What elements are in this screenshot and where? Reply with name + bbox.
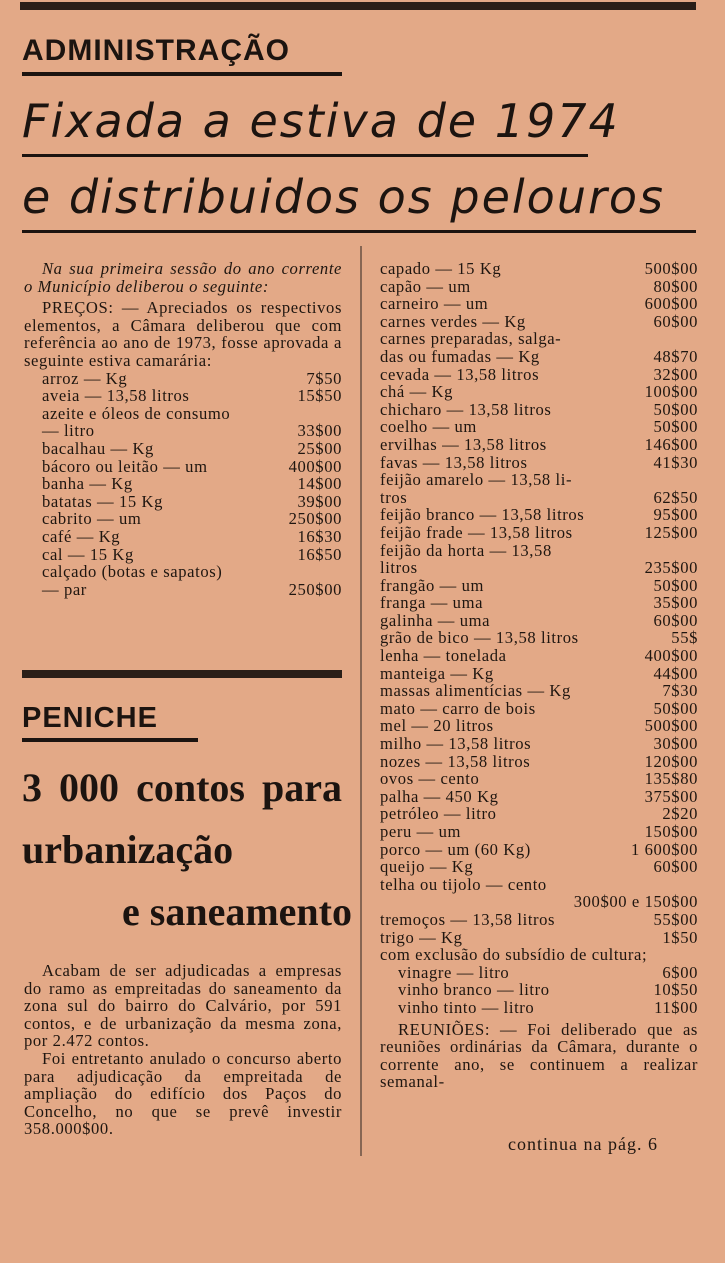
item-name: das ou fumadas — Kg	[380, 346, 540, 366]
price-row	[380, 418, 698, 436]
headline-line-1: Fixada a estiva de 1974	[22, 94, 620, 148]
item-price: 25$00	[297, 438, 342, 458]
item-name: franga — uma	[380, 593, 484, 613]
item-price: 62$50	[653, 487, 698, 507]
item-price: 16$50	[297, 544, 342, 564]
item-name: feijão frade — 13,58 litros	[380, 522, 573, 542]
price-row	[380, 577, 698, 595]
item-price: 7$30	[662, 681, 698, 701]
price-row	[24, 546, 342, 564]
exclusao-note: com exclusão do subsídio de cultura;	[380, 945, 648, 965]
item-name: mato — carro de bois	[380, 698, 536, 718]
item-name: cabrito — um	[42, 509, 142, 529]
item-name: banha — Kg	[42, 474, 133, 494]
price-list-right-3	[380, 964, 698, 1017]
item-name: chicharo — 13,58 litros	[380, 399, 552, 419]
item-name: carnes verdes — Kg	[380, 311, 526, 331]
section-underline	[22, 72, 342, 76]
price-row	[380, 753, 698, 771]
item-price: 50$00	[653, 417, 698, 437]
column-divider	[360, 246, 362, 1156]
price-row	[380, 665, 698, 683]
item-price: 50$00	[653, 399, 698, 419]
item-name: capão — um	[380, 276, 471, 296]
headline-rule-1	[22, 154, 588, 157]
item-name: feijão amarelo — 13,58 li-	[380, 470, 573, 490]
price-row	[380, 295, 698, 313]
price-row	[380, 788, 698, 806]
item-price: 15$50	[297, 386, 342, 406]
price-row	[24, 405, 342, 423]
item-price: 250$00	[288, 509, 342, 529]
item-name: arroz — Kg	[42, 368, 128, 388]
right-column-text	[380, 260, 698, 1091]
price-row	[380, 682, 698, 700]
item-name: feijão branco — 13,58 litros	[380, 505, 585, 525]
item-price: 14$00	[297, 474, 342, 494]
price-row	[380, 876, 698, 894]
price-row	[24, 528, 342, 546]
item-name: palha — 450 Kg	[380, 786, 499, 806]
price-row	[380, 506, 698, 524]
item-price: 16$30	[297, 526, 342, 546]
price-list-right	[380, 260, 698, 893]
item-name: lenha — tonelada	[380, 646, 507, 666]
price-row	[380, 735, 698, 753]
item-name: litros	[380, 558, 418, 578]
item-name: peru — um	[380, 822, 461, 841]
price-row	[24, 510, 342, 528]
item-name: ovos — cento	[380, 769, 480, 789]
price-row	[380, 823, 698, 841]
item-price: 500$00	[644, 716, 698, 736]
item-price: 60$00	[653, 610, 698, 630]
item-price: 30$00	[653, 734, 698, 754]
price-row	[380, 858, 698, 876]
item-price: 120$00	[644, 751, 698, 771]
item-name: — litro	[42, 421, 95, 441]
item-name: bacalhau — Kg	[42, 438, 154, 458]
price-row	[380, 717, 698, 735]
headline-rule-2	[22, 230, 696, 233]
price-row	[24, 563, 342, 581]
item-price: 6$00	[662, 962, 698, 982]
peniche-title-line-2: urbanização	[22, 827, 234, 872]
item-price: 1$50	[662, 927, 698, 947]
peniche-title-line-3: e saneamento	[122, 889, 352, 934]
item-price: 375$00	[644, 786, 698, 806]
item-name: vinagre — litro	[398, 962, 510, 982]
price-row	[380, 454, 698, 472]
price-row	[380, 805, 698, 823]
item-name: tremoços — 13,58 litros	[380, 909, 556, 929]
price-row	[380, 330, 698, 348]
price-row	[380, 260, 698, 278]
price-row	[380, 647, 698, 665]
peniche-paragraph-2: Foi entretanto anulado o concurso aberto para adjudicação da empreitada de ampliação do edifício dos Paços do Concelho, no que se prevê investir 358.000$00.	[24, 1048, 342, 1139]
item-name: tros	[380, 487, 408, 507]
price-row	[380, 964, 698, 982]
item-name: vinho branco — litro	[398, 980, 550, 1000]
item-name: chá — Kg	[380, 382, 453, 402]
price-row	[24, 370, 342, 388]
telha-prices: 300$00 e 150$00	[573, 892, 698, 912]
price-row	[380, 629, 698, 647]
item-price: 80$00	[653, 276, 698, 296]
item-price: 600$00	[644, 294, 698, 314]
item-price: 55$	[671, 628, 698, 648]
item-name: ervilhas — 13,58 litros	[380, 434, 547, 454]
price-row	[380, 366, 698, 384]
item-name: trigo — Kg	[380, 927, 463, 947]
price-row	[380, 911, 698, 929]
price-row	[24, 458, 342, 476]
item-name: mel — 20 litros	[380, 716, 494, 736]
left-column-text	[24, 260, 342, 598]
item-name: café — Kg	[42, 526, 121, 546]
peniche-title-line-1: 3 000 contos para	[22, 765, 342, 810]
item-name: favas — 13,58 litros	[380, 452, 528, 472]
item-name: cal — 15 Kg	[42, 544, 134, 564]
item-name: petróleo — litro	[380, 804, 497, 824]
item-name: manteiga — Kg	[380, 663, 494, 683]
peniche-heading: PENICHE	[22, 702, 158, 734]
item-name: milho — 13,58 litros	[380, 734, 532, 754]
item-name: massas alimentícias — Kg	[380, 681, 571, 701]
price-row	[380, 401, 698, 419]
item-name: azeite e óleos de consumo	[42, 403, 231, 423]
item-name: vinho tinto — litro	[398, 997, 535, 1017]
section-heading: ADMINISTRAÇÃO	[22, 34, 290, 67]
item-price: 400$00	[288, 456, 342, 476]
item-price: 400$00	[644, 646, 698, 666]
item-price: 125$00	[644, 522, 698, 542]
item-price: 1 600$00	[630, 839, 698, 859]
price-row	[380, 929, 698, 947]
item-price: 250$00	[288, 579, 342, 599]
headline-line-2: e distribuidos os pelouros	[22, 170, 665, 224]
price-row	[380, 981, 698, 999]
continued-on-page: continua na pág. 6	[508, 1134, 658, 1154]
item-name: queijo — Kg	[380, 857, 474, 877]
item-price: 44$00	[653, 663, 698, 683]
price-row	[380, 278, 698, 296]
item-price: 11$00	[654, 997, 698, 1017]
item-name: carneiro — um	[380, 294, 489, 314]
price-row	[24, 422, 342, 440]
price-row	[380, 436, 698, 454]
price-row	[380, 700, 698, 718]
item-price: 50$00	[653, 698, 698, 718]
item-name: cevada — 13,58 litros	[380, 364, 540, 384]
item-name: batatas — 15 Kg	[42, 491, 163, 511]
price-row	[380, 348, 698, 366]
item-price: 33$00	[297, 421, 342, 441]
intro-paragraph: Na sua primeira sessão do ano corrente o Município deliberou o seguinte:	[24, 259, 342, 296]
item-name: carnes preparadas, salga-	[380, 329, 562, 349]
item-name: telha ou tijolo — cento	[380, 874, 547, 894]
item-price: 2$20	[662, 804, 698, 824]
section-divider-bar	[22, 670, 342, 678]
price-row	[380, 383, 698, 401]
item-price: 150$00	[644, 822, 698, 841]
item-price: 39$00	[297, 491, 342, 511]
item-name: calçado (botas e sapatos)	[42, 562, 223, 582]
item-price: 60$00	[653, 857, 698, 877]
price-row	[380, 612, 698, 630]
item-name: bácoro ou leitão — um	[42, 456, 208, 476]
reunioes-paragraph: REUNIÕES: — Foi deliberado que as reuniões ordinárias da Câmara, durante o corrente ano, se continuem a realizar semanal-	[380, 1019, 698, 1092]
item-name: galinha — uma	[380, 610, 491, 630]
item-price: 95$00	[653, 505, 698, 525]
price-row	[380, 471, 698, 489]
price-row	[24, 475, 342, 493]
price-row	[380, 489, 698, 507]
peniche-article	[24, 962, 342, 1138]
item-price: 48$70	[653, 346, 698, 366]
item-price: 55$00	[653, 909, 698, 929]
price-row	[380, 841, 698, 859]
item-name: capado — 15 Kg	[380, 259, 502, 278]
item-price: 32$00	[653, 364, 698, 384]
price-row	[24, 440, 342, 458]
item-price: 100$00	[644, 382, 698, 402]
price-list-right-2	[380, 911, 698, 946]
item-price: 7$50	[306, 368, 342, 388]
item-price: 35$00	[653, 593, 698, 613]
item-price: 135$80	[644, 769, 698, 789]
item-price: 500$00	[644, 259, 698, 278]
item-name: aveia — 13,58 litros	[42, 386, 190, 406]
item-name: feijão da horta — 13,58	[380, 540, 552, 560]
item-price: 235$00	[644, 558, 698, 578]
price-list-left	[24, 370, 342, 599]
price-row	[380, 313, 698, 331]
price-row	[380, 524, 698, 542]
price-row	[380, 559, 698, 577]
peniche-underline	[22, 738, 198, 742]
item-name: nozes — 13,58 litros	[380, 751, 531, 771]
price-row	[24, 387, 342, 405]
price-row	[380, 999, 698, 1017]
top-rule	[20, 2, 696, 10]
item-price: 50$00	[653, 575, 698, 595]
item-price: 146$00	[644, 434, 698, 454]
price-row	[380, 770, 698, 788]
precos-paragraph: PREÇOS: — Apreciados os respectivos elementos, a Câmara deliberou que com referência ao ano de 1973, fosse aprovada a seguinte estiva camarária:	[24, 298, 342, 370]
peniche-paragraph-1: Acabam de ser adjudicadas a empresas do ramo as empreitadas do saneamento da zona sul do bairro do Calvário, por 591 contos, e de urbanização da mesma zona, por 2.472 contos.	[24, 961, 342, 1051]
item-name: — par	[42, 579, 87, 599]
price-row	[380, 542, 698, 560]
item-name: coelho — um	[380, 417, 477, 437]
item-price: 41$30	[653, 452, 698, 472]
price-row	[380, 594, 698, 612]
item-price: 10$50	[653, 980, 698, 1000]
price-row	[24, 493, 342, 511]
item-name: frangão — um	[380, 575, 484, 595]
item-name: grão de bico — 13,58 litros	[380, 628, 579, 648]
price-row	[24, 581, 342, 599]
item-name: porco — um (60 Kg)	[380, 839, 531, 859]
item-price: 60$00	[653, 311, 698, 331]
